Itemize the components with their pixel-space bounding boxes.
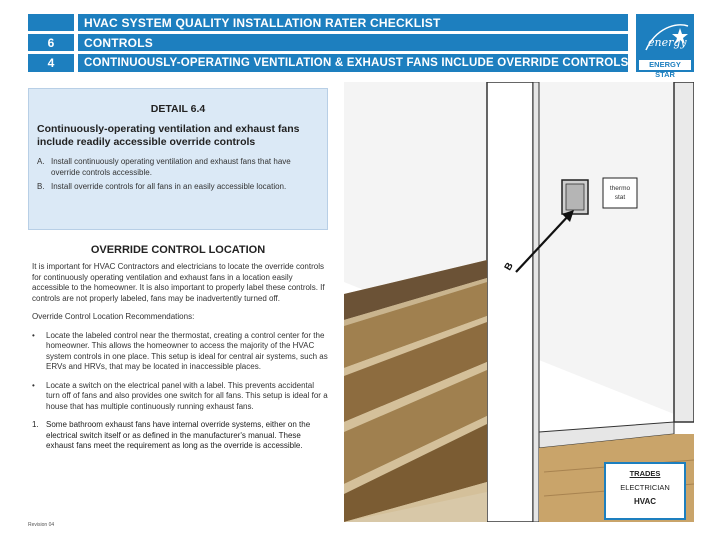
- recommendation-text: Locate a switch on the electrical panel with a label. This prevents accidental turn off of fans and also provides one switch for all fans. This setup is ideal for a house that has multiple continuously running exhaust fans.: [46, 380, 328, 411]
- checklist-title: HVAC SYSTEM QUALITY INSTALLATION RATER CHECKLIST: [78, 14, 628, 31]
- item-label: CONTINUOUSLY-OPERATING VENTILATION & EXHAUST FANS INCLUDE OVERRIDE CONTROLS: [78, 54, 628, 72]
- detail-item-text: Install continuously operating ventilation and exhaust fans that have override controls accessible.: [51, 157, 291, 177]
- energy-star-logo: [636, 14, 694, 79]
- recommendation-item: [32, 381, 328, 413]
- detail-item-b: [37, 182, 319, 193]
- section-label: CONTROLS: [78, 34, 628, 51]
- callout-letter: B: [502, 260, 516, 273]
- note-marker: 1.: [32, 420, 39, 429]
- override-intro: It is important for HVAC Contractors and electricians to locate the override controls for continuously operating ventilation and exhaust fans in a location easily accessible to the homeowner. It is also important to properly label these controls. If controls are not properly labeled, fans may be inadvertently turned off.: [32, 262, 325, 303]
- thermostat-label-line2: stat: [614, 194, 626, 201]
- detail-item-letter: B.: [37, 182, 45, 191]
- section-number: 6: [28, 34, 74, 51]
- bullet-icon: •: [32, 380, 35, 390]
- detail-subtitle: Continuously-operating ventilation and exhaust fans include readily accessible override controls: [37, 123, 300, 148]
- stair-illustration: [344, 82, 694, 522]
- recommendations-heading: Override Control Location Recommendations:: [32, 312, 195, 321]
- footer-revision: Revision 04: [28, 522, 55, 528]
- energy-star-text: ENERGY STAR: [639, 60, 691, 70]
- thermostat-label-box: [603, 178, 637, 208]
- stairs: [344, 260, 487, 522]
- thermostat-icon: [562, 180, 588, 214]
- detail-item-a: [37, 157, 319, 178]
- trade-electrician: ELECTRICIAN: [620, 483, 670, 492]
- override-title: OVERRIDE CONTROL LOCATION: [90, 244, 266, 256]
- header-title-spacer: [28, 14, 74, 31]
- detail-box: [28, 88, 328, 230]
- bullet-icon: •: [32, 330, 35, 340]
- energy-script-text: energy: [648, 36, 687, 49]
- trade-hvac: HVAC: [633, 497, 657, 506]
- thermostat-label-line1: thermo: [609, 185, 631, 192]
- trades-title: TRADES: [629, 469, 661, 478]
- recommendation-text: Locate the labeled control near the thermostat, creating a control center for the homeowner. This allows the homeowner to access the majority of the HVAC system controls in one place. This setup is ideal for central air systems, such as ERVs and HRVs, that may be located in inaccessible places.: [46, 330, 328, 371]
- detail-item-text: Install override controls for all fans in an easily accessible location.: [51, 182, 287, 191]
- override-note-text: Some bathroom exhaust fans have internal override systems, either on the electrical switch itself or as defined in the manufacturer's manual. These exhaust fans meet the requirement as long as the override is accessible.: [46, 420, 311, 450]
- header-title-row: [28, 14, 628, 31]
- energy-star-icon: [636, 14, 694, 62]
- override-note: [32, 420, 328, 452]
- item-row: [28, 54, 628, 72]
- detail-title: DETAIL 6.4: [150, 103, 206, 115]
- recommendation-item: [32, 331, 328, 373]
- item-number: 4: [28, 54, 74, 72]
- section-row: [28, 34, 628, 51]
- trades-box: [604, 462, 686, 520]
- detail-item-letter: A.: [37, 157, 45, 166]
- override-body: [32, 262, 328, 460]
- checklist-header: [28, 14, 628, 72]
